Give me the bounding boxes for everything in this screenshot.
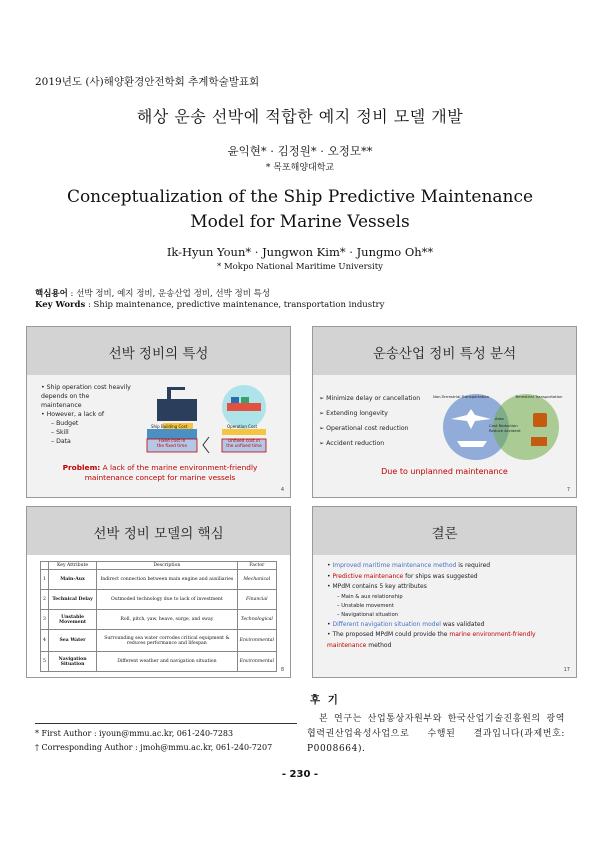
sub-bullet: Skill xyxy=(56,429,69,436)
table-header: Key Attribute xyxy=(48,562,96,570)
keywords-english-text: : Ship maintenance, predictive maintenance, transportation industry xyxy=(85,300,385,310)
table-cell: 1 xyxy=(41,570,49,590)
bullet: MPdM contains 5 key attributes xyxy=(332,583,427,590)
bullet: Operational cost reduction xyxy=(326,425,409,432)
keywords-korean xyxy=(35,287,270,299)
title-korean: 해상 운송 선박에 적합한 예지 정비 모델 개발 xyxy=(136,107,464,126)
problem-label: Problem: xyxy=(62,463,101,472)
affiliation-english: * Mokpo National Maritime University xyxy=(217,262,383,272)
table-cell: Technical Delay xyxy=(48,590,96,610)
footnote-corresponding-author: † Corresponding Author : jmoh@mmu.ac.kr, 061-240-7207 xyxy=(35,743,273,752)
venn-item: Reduce Accident xyxy=(489,428,521,433)
venn-right-label: Terrestrial Transportation xyxy=(515,394,563,399)
table-row xyxy=(41,630,277,652)
table-cell: Environmental xyxy=(237,630,276,652)
bullet-highlight: Different navigation situation model xyxy=(332,620,441,628)
train-icon xyxy=(533,413,547,427)
table-cell: Different weather and navigation situation xyxy=(97,652,237,672)
venn-center-items xyxy=(489,423,521,433)
table-cell: Mechanical xyxy=(237,570,276,590)
table-cell: Sea Water xyxy=(48,630,96,652)
table-cell: Indirect connection between main engine and auxiliaries xyxy=(97,570,237,590)
table-cell: Roll, pitch, yaw, heave, surge, and sway xyxy=(97,610,237,630)
bullet: is required xyxy=(456,562,491,569)
affiliation-korean: * 목포해양대학교 xyxy=(265,163,335,173)
slide-page-number: 7 xyxy=(566,487,570,493)
table-cell: 2 xyxy=(41,590,49,610)
table-row xyxy=(41,570,277,590)
keywords-english-label: Key Words xyxy=(35,300,86,310)
fixed-cost-label: Fixed cost in the fixed time xyxy=(157,439,187,449)
venn-center-label: Area xyxy=(495,416,504,421)
sub-bullet: Budget xyxy=(56,420,79,427)
bullet: Extending longevity xyxy=(326,410,388,417)
bullet-highlight: Predictive maintenance xyxy=(332,572,404,580)
table-cell: Technological xyxy=(237,610,276,630)
table-cell: Financial xyxy=(237,590,276,610)
bullet: Accident reduction xyxy=(326,440,385,447)
authors-korean: 윤익현* · 김정원* · 오정모** xyxy=(227,144,373,158)
venn-item: Cost Reduction xyxy=(489,423,518,428)
table-cell: Outmoded technology due to lack of investment xyxy=(97,590,237,610)
table-header: Description xyxy=(97,562,237,570)
bullet: method xyxy=(366,641,392,649)
acknowledgment-heading: 후 기 xyxy=(310,694,340,706)
slide-bullets: • Improved maritime maintenance method is required • Predictive maintenance for ships was suggested • MPdM contains 5 key attributes – Main & aux relationship – Unstable movement – Navigational situation • Different navigation situation model was validated • The proposed MPdM could provide the marine environment-friendly maintenance method xyxy=(327,562,536,649)
slide-conclusion xyxy=(312,506,577,678)
title-english: Conceptualization of the Ship Predictive Maintenance Model for Marine Vessels xyxy=(66,187,534,232)
slide-bullets: • Ship operation cost heavily depends on the maintenance • However, a lack of – Budget – Skill – Data xyxy=(41,384,131,445)
key-attribute-table xyxy=(40,561,277,672)
sub-bullet: Main & aux relationship xyxy=(341,593,403,600)
table-cell: Unstable Movement xyxy=(48,610,96,630)
table-cell: Environmental xyxy=(237,652,276,672)
problem-text: A lack of the marine environment-friendly maintenance concept for marine vessels xyxy=(84,463,258,482)
footnote-first-author: * First Author : iyoun@mmu.ac.kr, 061-240-7283 xyxy=(35,729,234,738)
slide-model-core xyxy=(26,506,291,678)
bullet: was validated xyxy=(440,620,485,628)
slide-ship-maintenance-characteristics xyxy=(26,326,291,498)
sub-bullet: Unstable movement xyxy=(341,602,394,609)
bullet-highlight: Improved maritime maintenance method xyxy=(332,562,457,569)
table-cell: 4 xyxy=(41,630,49,652)
slide-page-number: 17 xyxy=(563,667,570,673)
table-row xyxy=(41,610,277,630)
authors-english: Ik-Hyun Youn* · Jungwon Kim* · Jungmo Oh** xyxy=(166,245,434,259)
sub-bullet: Navigational situation xyxy=(341,611,399,618)
sub-bullet: Data xyxy=(56,438,71,445)
table-header xyxy=(41,562,49,570)
slide-title: 결론 xyxy=(431,526,458,542)
table-cell: Navigation Situation xyxy=(48,652,96,672)
footnote-divider xyxy=(35,723,297,724)
bullet: for ships was suggested xyxy=(403,572,478,580)
bullet: However, a lack of xyxy=(46,411,105,418)
venn-left-label: Non-Terrestrial Transportation xyxy=(433,394,489,399)
slide-page-number: 4 xyxy=(280,487,284,493)
bullet: Minimize delay or cancellation xyxy=(326,395,421,402)
table-header: Factor xyxy=(237,562,276,570)
table-header-row xyxy=(41,562,277,570)
page-number: - 230 - xyxy=(281,769,319,780)
conference-header: 2019년도 (사)해양환경안전학회 추계학술발표회 xyxy=(35,76,260,88)
bullet: The proposed MPdM could provide the xyxy=(332,631,450,638)
table-cell: 5 xyxy=(41,652,49,672)
bullet: Ship operation cost heavily depends on the maintenance xyxy=(41,384,131,409)
table-cell: Surrounding sea water corrodes critical equipment & reduces performance and lifespan xyxy=(97,630,237,652)
slide-title: 선박 정비 모델의 핵심 xyxy=(93,526,224,542)
acknowledgment-text xyxy=(307,712,565,757)
unfixed-cost-label: Unfixed cost in the unfixed time xyxy=(226,439,262,449)
acknowledgment-body: 본 연구는 산업통상자원부와 한국산업기술진흥원의 광역협력권산업육성사업으로 수행된 결과입니다(과제번호: P0008664). xyxy=(307,714,565,754)
keywords-korean-text: : 선박 정비, 예지 정비, 운송산업 정비, 선박 정비 특성 xyxy=(67,289,271,299)
slide-footer: Due to unplanned maintenance xyxy=(381,467,508,476)
keywords-korean-label: 핵심용어 xyxy=(35,289,68,299)
truck-icon xyxy=(531,437,547,446)
table-cell: Main-Aux xyxy=(48,570,96,590)
table-row xyxy=(41,652,277,672)
slide-page-number: 8 xyxy=(280,667,284,673)
ship-building-cost-label: Ship Building Cost xyxy=(151,424,188,429)
keywords-english xyxy=(35,300,384,310)
slide-bullets: ➢ Minimize delay or cancellation ➢ Extending longevity ➢ Operational cost reduction ➢ Accident reduction xyxy=(319,395,421,447)
table-row xyxy=(41,590,277,610)
shipyard-icon xyxy=(157,399,197,421)
operation-cost-label: Operation Cost xyxy=(227,424,258,429)
slide-title: 운송산업 정비 특성 분석 xyxy=(372,346,517,362)
ship-icon xyxy=(457,441,487,447)
slide-transport-maintenance-analysis xyxy=(312,326,577,498)
bullet-highlight: marine environment-friendly maintenance xyxy=(327,631,536,649)
problem-statement xyxy=(47,463,273,483)
table-cell: 3 xyxy=(41,610,49,630)
slide-title: 선박 정비의 특성 xyxy=(108,346,209,362)
